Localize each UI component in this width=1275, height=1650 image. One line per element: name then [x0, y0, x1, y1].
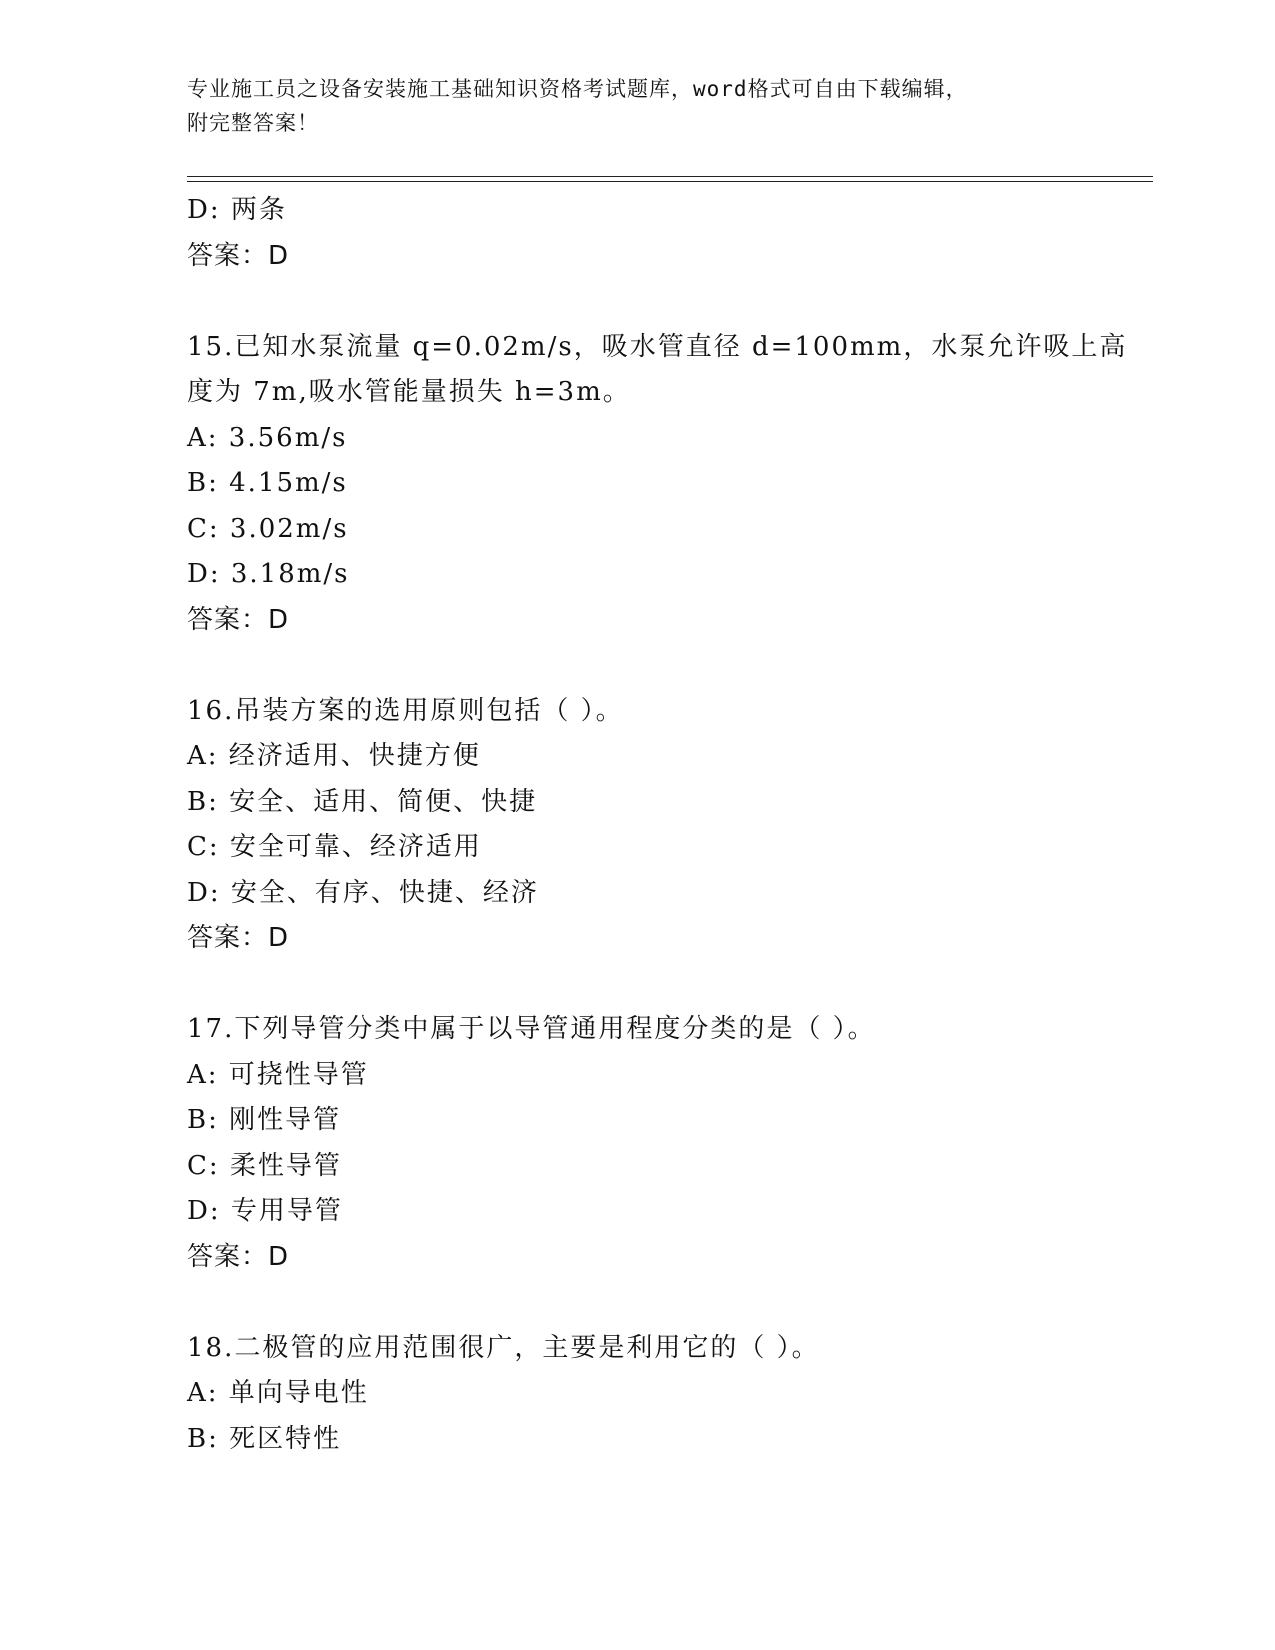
option-b: B: 安全、适用、简便、快捷: [187, 786, 538, 817]
answer: 答案：D: [187, 923, 290, 953]
answer: 答案：D: [187, 240, 290, 271]
question-17: [187, 1007, 1147, 1280]
option-a: A: 3.56m/s: [187, 422, 348, 453]
answer: 答案：D: [187, 604, 290, 635]
spacer: [187, 962, 1147, 1008]
header-line-2: 附完整答案！: [187, 111, 319, 135]
option-c: C: 柔性导管: [187, 1150, 342, 1181]
option-a: A: 可挠性导管: [187, 1059, 369, 1090]
question-stem: 16.吊装方案的选用原则包括（ ）。: [187, 695, 624, 726]
question-18: [187, 1326, 1147, 1463]
answer: 答案：D: [187, 1241, 290, 1272]
header-rule-bottom: [187, 181, 1153, 182]
option-d: D: 两条: [187, 195, 287, 225]
option-a: A: 经济适用、快捷方便: [187, 741, 481, 771]
question-content: [187, 188, 1147, 1462]
question-stem: 15.已知水泵流量 q=0.02m/s，吸水管直径 d=100mm，水泵允许吸上高: [187, 331, 1128, 362]
option-c: C: 安全可靠、经济适用: [187, 832, 482, 862]
question-16: [187, 689, 1147, 962]
question-stem: 17.下列导管分类中属于以导管通用程度分类的是（ ）。: [187, 1014, 876, 1044]
option-d: D: 专用导管: [187, 1196, 343, 1226]
header-line-1: 专业施工员之设备安装施工基础知识资格考试题库，word格式可自由下载编辑，: [187, 77, 968, 101]
option-b: B: 刚性导管: [187, 1105, 342, 1135]
option-b: B: 死区特性: [187, 1423, 342, 1454]
spacer: [187, 643, 1147, 689]
option-a: A: 单向导电性: [187, 1378, 369, 1408]
option-b: B: 4.15m/s: [187, 468, 348, 498]
spacer: [187, 279, 1147, 325]
spacer: [187, 1280, 1147, 1326]
question-stem-continued: 度为 7m,吸水管能量损失 h=3m。: [187, 377, 631, 407]
question-15: [187, 325, 1147, 644]
option-d: D: 安全、有序、快捷、经济: [187, 877, 539, 908]
header-rule-top: [187, 176, 1153, 177]
option-c: C: 3.02m/s: [187, 513, 349, 544]
option-d: D: 3.18m/s: [187, 559, 350, 589]
question-stem: 18.二极管的应用范围很广，主要是利用它的（ ）。: [187, 1332, 820, 1363]
document-header: [187, 72, 1087, 140]
